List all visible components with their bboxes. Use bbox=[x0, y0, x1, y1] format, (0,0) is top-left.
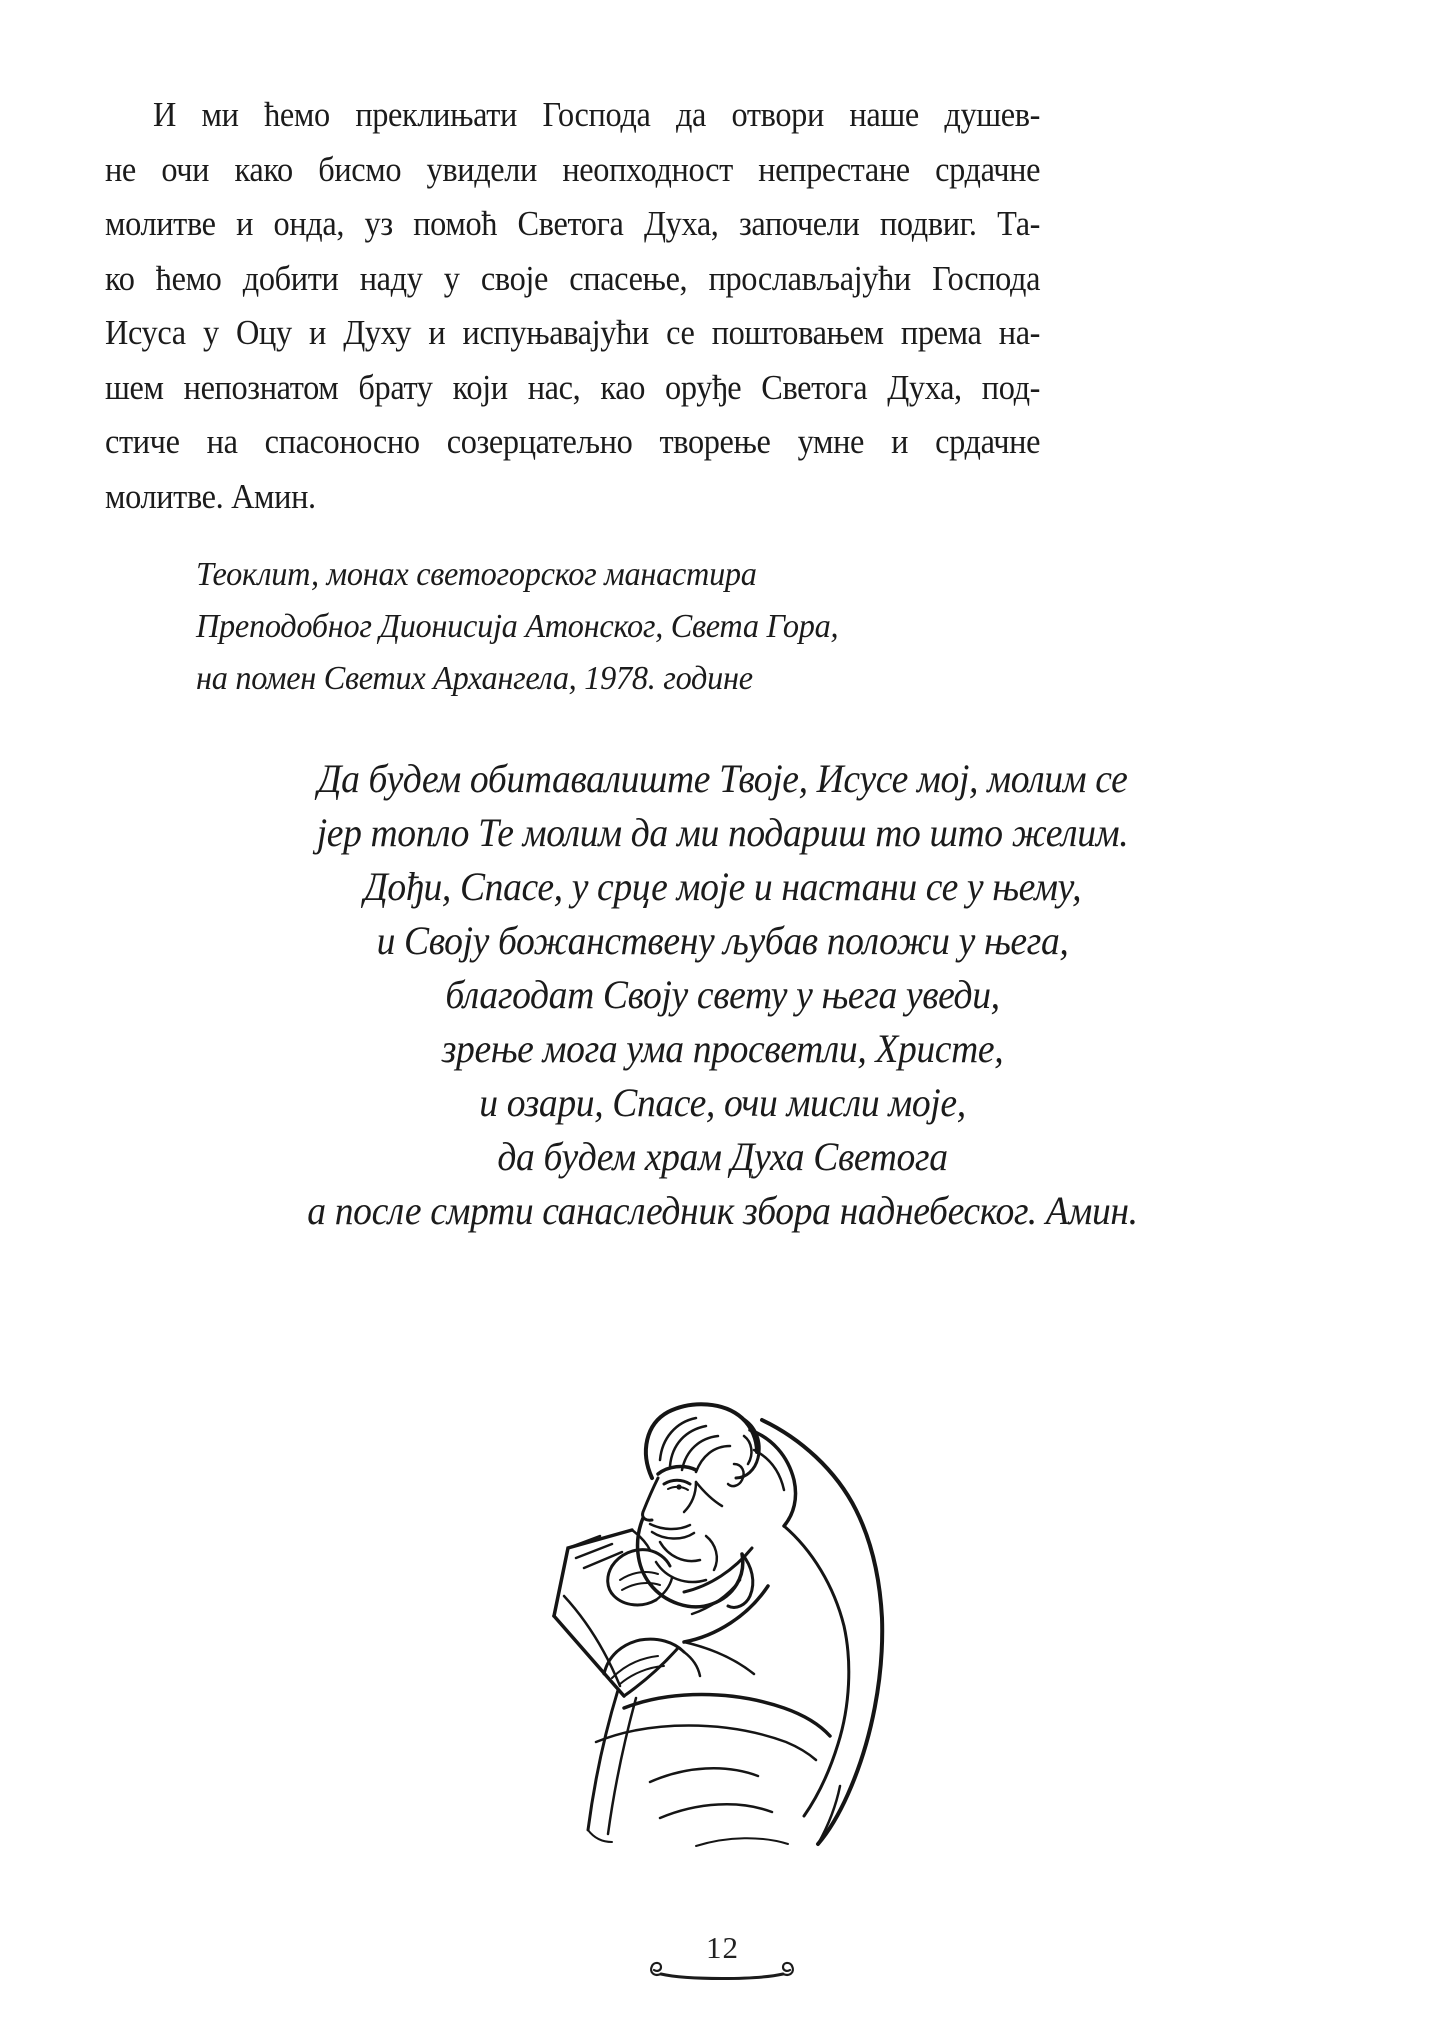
paragraph-line-1: И ми ћемо преклињати Господа да отвори наше душев- bbox=[153, 95, 1041, 134]
attribution-block bbox=[196, 549, 838, 705]
attribution-line-3: на помен Светих Архангела, 1978. године bbox=[196, 660, 753, 697]
footer-flourish-ornament bbox=[647, 1956, 797, 1990]
poem-line-7: и озари, Спасе, очи мисли моје, bbox=[479, 1080, 966, 1125]
attribution-line-2: Преподобног Дионисија Атонског, Света Гора, bbox=[196, 608, 839, 645]
poem-line-3: Дођи, Спасе, у срце моје и настани се у њему, bbox=[363, 864, 1082, 909]
poem-line-6: зрење мога ума просветли, Христе, bbox=[441, 1026, 1004, 1071]
paragraph-line-3: молитве и онда, уз помоћ Светога Духа, започели подвиг. Та- bbox=[105, 204, 1041, 243]
paragraph-line-7: стиче на спасоносно созерцатељно творење умне и срдачне bbox=[105, 422, 1041, 461]
paragraph-line-2: не очи како бисмо увидели неопходност непрестане срдачне bbox=[105, 149, 1041, 189]
poem-line-9: а после смрти санаследник збора наднебеског. Амин. bbox=[307, 1188, 1138, 1233]
poem-line-4: и Своју божанствену љубав положи у њега, bbox=[376, 918, 1069, 963]
monk-reading-illustration bbox=[500, 1390, 890, 1860]
body-paragraph bbox=[105, 88, 1040, 524]
prayer-poem bbox=[43, 752, 1401, 1238]
paragraph-line-5: Исуса у Оцу и Духу и испуњавајући се поштовањем према на- bbox=[105, 313, 1041, 352]
paragraph-line-4: ко ћемо добити наду у своје спасење, прослављајући Господа bbox=[105, 258, 1041, 298]
poem-line-1: Да будем обитавалиште Твоје, Исусе мој, молим се bbox=[317, 756, 1128, 801]
paragraph-line-8: молитве. Амин. bbox=[105, 476, 316, 516]
paragraph-line-6: шем непознатом брату који нас, као оруђе Светога Духа, под- bbox=[105, 367, 1041, 407]
attribution-line-1: Теоклит, монах светогорског манастира bbox=[196, 556, 757, 593]
poem-line-8: да будем храм Духа Светога bbox=[497, 1134, 948, 1179]
page-number: 12 bbox=[706, 1930, 739, 1965]
poem-line-2: јер топло Те молим да ми подариш то што желим. bbox=[316, 810, 1129, 855]
poem-line-5: благодат Своју свету у њега уведи, bbox=[445, 972, 1000, 1017]
